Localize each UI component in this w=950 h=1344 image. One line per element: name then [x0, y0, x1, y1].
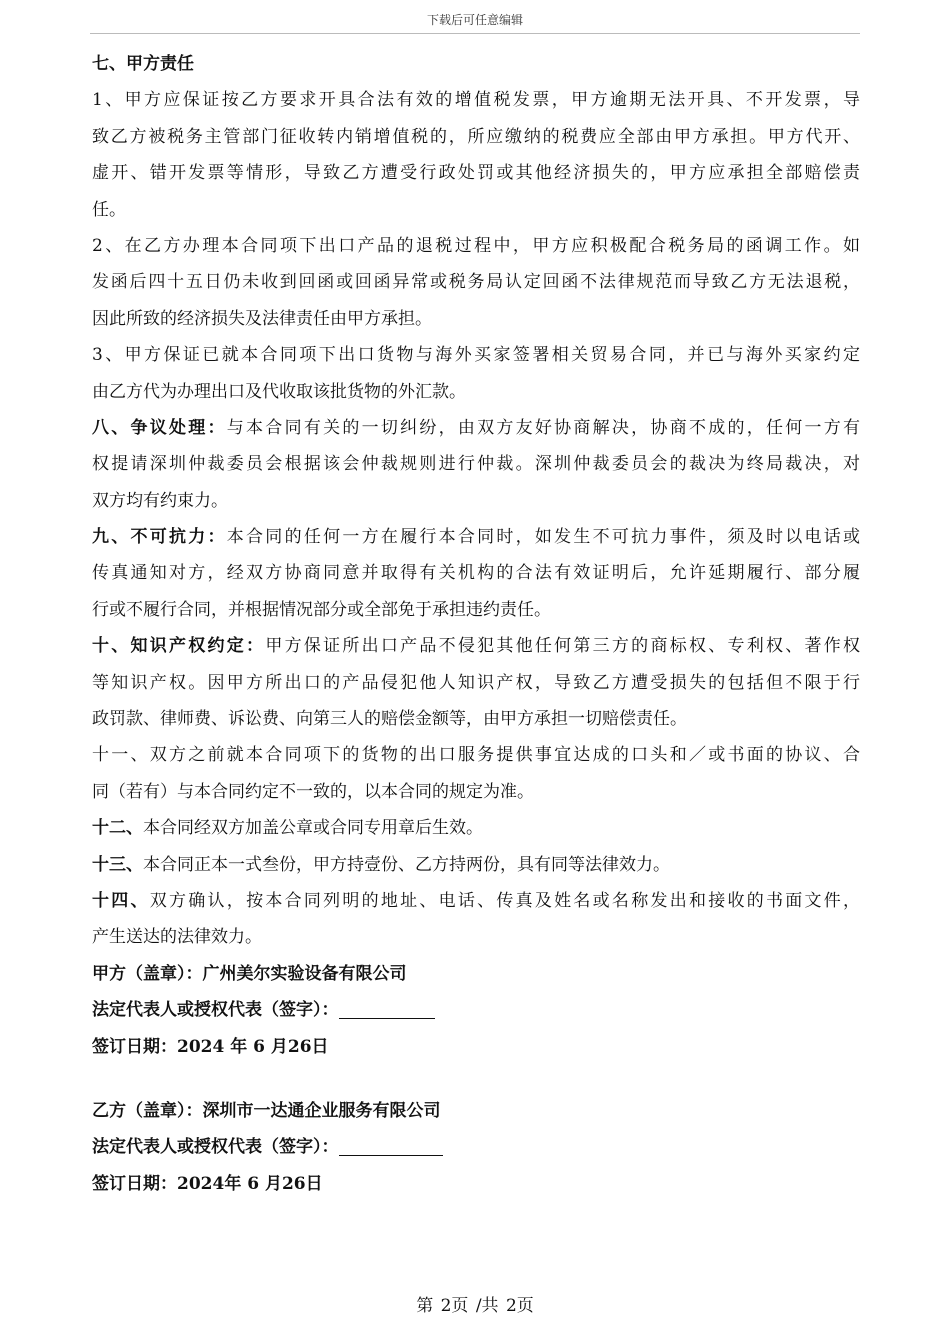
line-text: 产生送达的法律效力。	[92, 927, 262, 948]
text-line	[92, 701, 860, 737]
text-line	[92, 337, 860, 373]
line-text: 任。	[92, 199, 126, 220]
line-text: 本合同的任何一方在履行本合同时，如发生不可抗力事件，须及时以电话或	[226, 527, 861, 548]
line-text: 本合同经双方加盖公章或合同专用章后生效。	[143, 818, 483, 839]
text-line	[92, 119, 860, 155]
line-text: 同（若有）与本合同约定不一致的，以本合同的规定为准。	[92, 781, 534, 802]
party-a-date: 签订日期：2024 年 6 月26日	[92, 1036, 329, 1057]
text-line	[92, 483, 860, 519]
page-header: 下载后可任意编辑	[426, 13, 523, 27]
clause-heading: 十、知识产权约定：	[92, 636, 266, 657]
line-text: 由乙方代为办理出口及代收取该批货物的外汇款。	[92, 381, 466, 402]
line-text: 虚开、错开发票等情形，导致乙方遭受行政处罚或其他经济损失的，甲方应承担全部赔偿责	[92, 163, 860, 184]
line-text: 本合同正本一式叁份，甲方持壹份、乙方持两份，具有同等法律效力。	[143, 854, 670, 875]
party-b-signature-blank[interactable]	[339, 1138, 443, 1156]
party-b-rep-label: 法定代表人或授权代表（签字）：	[92, 1137, 339, 1158]
text-line	[92, 774, 860, 810]
line-text: 双方确认，按本合同列明的地址、电话、传真及姓名或名称发出和接收的书面文件，	[149, 890, 861, 911]
clause-lines	[92, 46, 860, 956]
text-line	[92, 192, 860, 228]
line-text: 七、甲方责任	[92, 54, 194, 74]
line-text: 致乙方被税务主管部门征收转内销增值税的，所应缴纳的税费应全部由甲方承担。甲方代开、	[92, 126, 860, 147]
text-line	[92, 82, 860, 118]
line-text: 甲方保证所出口产品不侵犯其他任何第三方的商标权、专利权、著作权	[265, 636, 861, 657]
party-a-signature-blank[interactable]	[339, 1001, 435, 1019]
text-line	[92, 410, 860, 446]
line-text: 权提请深圳仲裁委员会根据该会仲裁规则进行仲裁。深圳仲裁委员会的裁决为终局裁决，对	[92, 454, 860, 475]
line-text: 发函后四十五日仍未收到回函或回函异常或税务局认定回函不法律规范而导致乙方无法退税，	[92, 272, 860, 293]
party-a-seal: 甲方（盖章）：广州美尔实验设备有限公司	[92, 963, 407, 984]
text-line	[92, 810, 860, 846]
text-line	[92, 519, 860, 555]
clause-heading: 十三、	[92, 854, 143, 875]
text-line	[92, 665, 860, 701]
text-line	[92, 883, 860, 919]
text-line	[92, 847, 860, 883]
text-line	[92, 155, 860, 191]
clause-heading: 九、不可抗力：	[92, 527, 227, 548]
contract-body	[92, 46, 860, 1202]
line-text: 传真通知对方，经双方协商同意并取得有关机构的合法有效证明后，允许延期履行、部分履	[92, 563, 860, 584]
line-text: 因此所致的经济损失及法律责任由甲方承担。	[92, 308, 432, 329]
line-text: 3、甲方保证已就本合同项下出口货物与海外买家签署相关贸易合同，并已与海外买家约定	[92, 345, 860, 366]
text-line	[92, 446, 860, 482]
text-line	[92, 592, 860, 628]
header-divider	[90, 33, 860, 34]
party-b-seal: 乙方（盖章）：深圳市一达通企业服务有限公司	[92, 1100, 441, 1121]
line-text: 政罚款、律师费、诉讼费、向第三人的赔偿金额等，由甲方承担一切赔偿责任。	[92, 709, 687, 730]
line-text: 等知识产权。因甲方所出口的产品侵犯他人知识产权，导致乙方遭受损失的包括但不限于行	[92, 672, 860, 693]
text-line	[92, 228, 860, 264]
party-b-date: 签订日期：2024年 6 月26日	[92, 1173, 323, 1194]
text-line	[92, 301, 860, 337]
clause-heading: 十二、	[92, 818, 143, 839]
line-text: 双方均有约束力。	[92, 490, 228, 511]
page-number: 第 2页 /共 2页	[416, 1296, 534, 1316]
line-text: 1、甲方应保证按乙方要求开具合法有效的增值税发票，甲方逾期无法开具、不开发票，导	[92, 90, 860, 111]
party-a-representative	[92, 992, 860, 1028]
line-text: 十一、双方之前就本合同项下的货物的出口服务提供事宜达成的口头和／或书面的协议、合	[92, 745, 860, 766]
clause-heading: 八、争议处理：	[92, 417, 227, 438]
text-line	[92, 264, 860, 300]
spacer	[92, 1065, 860, 1093]
text-line	[92, 737, 860, 773]
line-text: 2、在乙方办理本合同项下出口产品的退税过程中，甲方应积极配合税务局的函调工作。如	[92, 235, 860, 256]
text-line	[92, 374, 860, 410]
party-b-representative	[92, 1129, 860, 1165]
line-text: 行或不履行合同，并根据情况部分或全部免于承担违约责任。	[92, 599, 551, 620]
clause-heading: 十四、	[92, 890, 150, 911]
text-line	[92, 46, 860, 82]
party-a-rep-label: 法定代表人或授权代表（签字）：	[92, 1000, 339, 1021]
text-line	[92, 555, 860, 591]
line-text: 与本合同有关的一切纠纷，由双方友好协商解决，协商不成的，任何一方有	[226, 417, 861, 438]
text-line	[92, 628, 860, 664]
text-line	[92, 919, 860, 955]
